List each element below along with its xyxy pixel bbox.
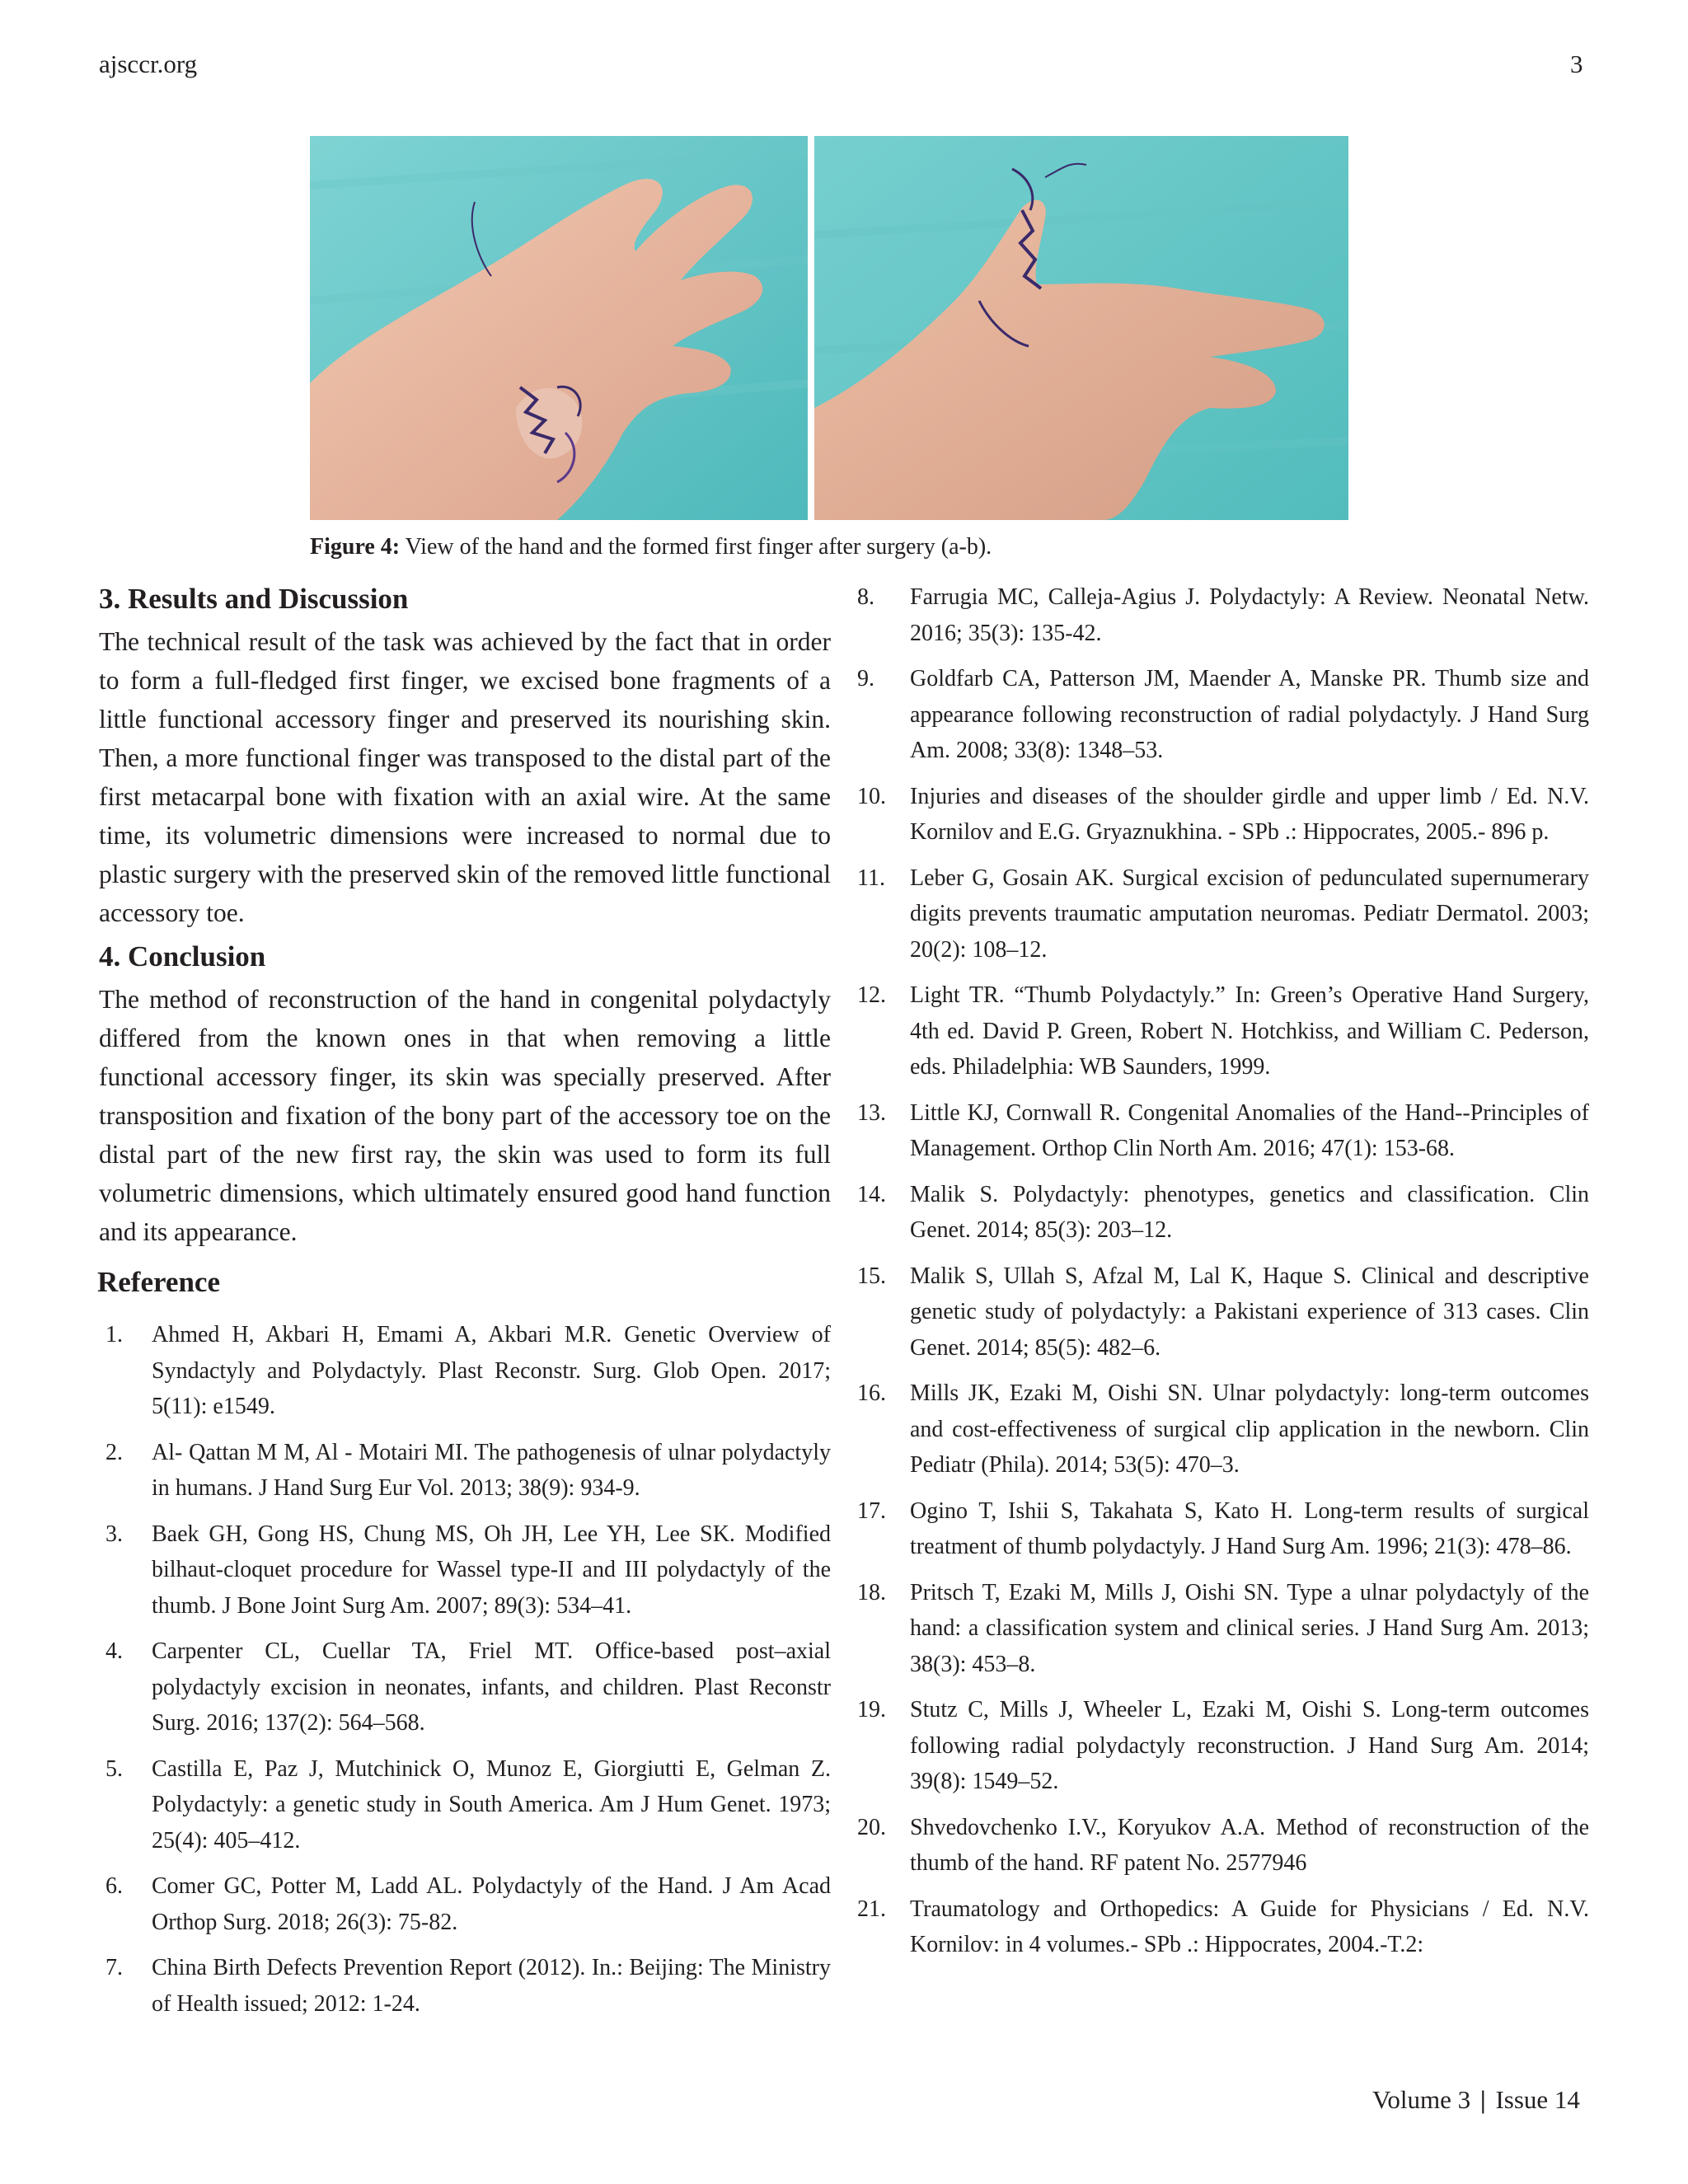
reference-item: 10. Injuries and diseases of the shoulder girdle and upper limb / Ed. N.V. Kornilov and E.G. Gryaznukhina. - SPb .: Hippocrates, 2005.- 896 p.: [857, 783, 1589, 845]
site-name: ajsccr.org: [99, 49, 198, 78]
page-footer: [1372, 2085, 1580, 2115]
reference-item: 11. Leber G, Gosain AK. Surgical excision of pedunculated supernumerary digits prevents traumatic amputation neuromas. Pediatr Dermatol. 2003; 20(2): 108–12.: [857, 865, 1589, 963]
photo-hand-palm-view: [310, 136, 808, 520]
footer-separator: |: [1479, 2085, 1486, 2114]
results-paragraph: The technical result of the task was achieved by the fact that in order to form a full-fledged first finger, we excised bone fragments of a little functional accessory finger and preserved its nourishing skin. Then, a more functional finger was transposed to the distal part of the first metacarpal bone with fixation with an axial wire. At the same time, its volumetric dimensions were increased to normal due to plastic surgery with the preserved skin of the removed little functional accessory toe.: [99, 627, 831, 927]
reference-item: 20. Shvedovchenko I.V., Koryukov A.A. Method of reconstruction of the thumb of the hand. RF patent No. 2577946: [857, 1814, 1589, 1876]
reference-item: 14. Malik S. Polydactyly: phenotypes, genetics and classification. Clin Genet. 2014; 85(3): 203–12.: [857, 1181, 1589, 1243]
page-number: 3: [1570, 49, 1583, 78]
reference-item: 3. Baek GH, Gong HS, Chung MS, Oh JH, Lee YH, Lee SK. Modified bilhaut-cloquet procedure for Wassel type-II and III polydactyly of the thumb. J Bone Joint Surg Am. 2007; 89(3): 534–41.: [106, 1521, 831, 1619]
results-heading: 3. Results and Discussion: [99, 583, 409, 615]
figure-4: [310, 136, 1348, 520]
reference-item: 15. Malik S, Ullah S, Afzal M, Lal K, Haque S. Clinical and descriptive genetic study of polydactyly: a Pakistani experience of 313 cases. Clin Genet. 2014; 85(5): 482–6.: [857, 1263, 1589, 1361]
reference-list-left: [99, 1317, 831, 2022]
reference-item: 8. Farrugia MC, Calleja-Agius J. Polydactyly: A Review. Neonatal Netw. 2016; 35(3): 135-42.: [857, 584, 1589, 646]
conclusion-heading: 4. Conclusion: [99, 940, 266, 972]
photo-hand-side-view: [814, 136, 1348, 520]
reference-heading: Reference: [97, 1266, 220, 1298]
figure-caption-text: View of the hand and the formed first finger after surgery (a-b).: [400, 534, 992, 560]
reference-item: 18. Pritsch T, Ezaki M, Mills J, Oishi SN. Type a ulnar polydactyly of the hand: a classification system and clinical series. J Hand Surg Am. 2013; 38(3): 453–8.: [857, 1579, 1589, 1677]
conclusion-paragraph: The method of reconstruction of the hand in congenital polydactyly differed from the known ones in that when removing a little functional accessory finger, its skin was specially preserved. After transposition and fixation of the bony part of the accessory toe on the distal part of the new first ray, the skin was used to form its full volumetric dimensions, which ultimately ensured good hand function and its appearance.: [99, 985, 831, 1246]
reference-item: 13. Little KJ, Cornwall R. Congenital Anomalies of the Hand--Principles of Management. Orthop Clin North Am. 2016; 47(1): 153-68.: [857, 1099, 1589, 1161]
figure-label: Figure 4:: [310, 534, 401, 560]
reference-item: 9. Goldfarb CA, Patterson JM, Maender A, Manske PR. Thumb size and appearance following reconstruction of radial polydactyly. J Hand Surg Am. 2008; 33(8): 1348–53.: [857, 666, 1589, 763]
reference-item: 17. Ogino T, Ishii S, Takahata S, Kato H. Long-term results of surgical treatment of thumb polydactyly. J Hand Surg Am. 1996; 21(3): 478–86.: [857, 1497, 1589, 1559]
reference-item: 19. Stutz C, Mills J, Wheeler L, Ezaki M, Oishi S. Long-term outcomes following radial polydactyly reconstruction. J Hand Surg Am. 2014; 39(8): 1549–52.: [857, 1697, 1589, 1794]
reference-item: 12. Light TR. “Thumb Polydactyly.” In: Green’s Operative Hand Surgery, 4th ed. David P. Green, Robert N. Hotchkiss, and William C. Pederson, eds. Philadelphia: WB Saunders, 1999.: [857, 982, 1589, 1080]
footer-issue: Issue 14: [1495, 2085, 1580, 2114]
reference-item: 6. Comer GC, Potter M, Ladd AL. Polydactyly of the Hand. J Am Acad Orthop Surg. 2018; 26(3): 75-82.: [106, 1873, 831, 1935]
reference-item: 4. Carpenter CL, Cuellar TA, Friel MT. Office-based post–axial polydactyly excision in neonates, infants, and children. Plast Reconstr Surg. 2016; 137(2): 564–568.: [106, 1638, 831, 1736]
reference-item: 16. Mills JK, Ezaki M, Oishi SN. Ulnar polydactyly: long-term outcomes and cost-effectiveness of surgical clip application in the newborn. Clin Pediatr (Phila). 2014; 53(5): 470–3.: [857, 1380, 1589, 1478]
right-column: [857, 581, 1589, 1973]
reference-item: 1. Ahmed H, Akbari H, Emami A, Akbari M.R. Genetic Overview of Syndactyly and Polydactyly. Plast Reconstr. Surg. Glob Open. 2017; 5(11): e1549.: [106, 1322, 831, 1419]
reference-item: 5. Castilla E, Paz J, Mutchinick O, Munoz E, Giorgiutti E, Gelman Z. Polydactyly: a genetic study in South America. Am J Hum Genet. 1973; 25(4): 405–412.: [106, 1755, 831, 1854]
reference-item: 2. Al- Qattan M M, Al - Motairi MI. The pathogenesis of ulnar polydactyly in humans. J Hand Surg Eur Vol. 2013; 38(9): 934-9.: [106, 1439, 831, 1501]
reference-list-right: [857, 579, 1589, 1963]
figure-caption: [310, 534, 992, 560]
left-column: [99, 581, 831, 2032]
footer-volume: Volume 3: [1372, 2085, 1471, 2114]
reference-item: 21. Traumatology and Orthopedics: A Guide for Physicians / Ed. N.V. Kornilov: in 4 volumes.- SPb .: Hippocrates, 2004.-T.2:: [857, 1896, 1589, 1957]
reference-item: 7. China Birth Defects Prevention Report (2012). In.: Beijing: The Ministry of Health issued; 2012: 1-24.: [106, 1955, 831, 2017]
